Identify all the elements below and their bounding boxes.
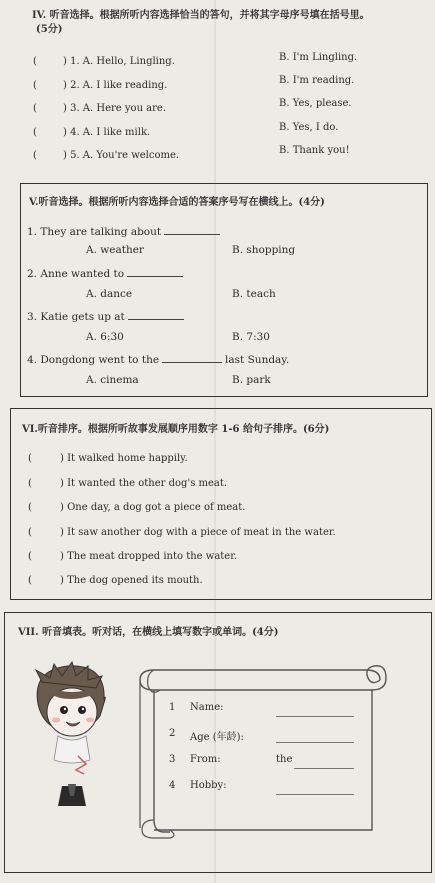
s5-q4-text: 4. Dongdong went to the bbox=[27, 354, 160, 366]
s6-item3-paren[interactable]: ( bbox=[28, 502, 32, 513]
s4-q4-option-b: B. Yes, I do. bbox=[279, 122, 339, 133]
s5-q3-option-a: A. 6:30 bbox=[86, 331, 124, 343]
s5-q4-tail: last Sunday. bbox=[225, 354, 290, 366]
s6-item3-text: ) One day, a dog got a piece of meat. bbox=[60, 502, 246, 513]
s7-field2-num: 2 bbox=[169, 728, 176, 739]
s5-q4 bbox=[27, 352, 289, 366]
s5-q2-text: 2. Anne wanted to bbox=[27, 268, 125, 280]
s7-field3-extra: the bbox=[276, 754, 293, 765]
s4-q2-option-b: B. I'm reading. bbox=[279, 75, 355, 86]
section-6-header: VI.听音排序。根据所听故事发展顺序用数字 1-6 给句子排序。(6分) bbox=[22, 424, 330, 435]
s6-item4-paren[interactable]: ( bbox=[28, 527, 32, 538]
s6-item6-text: ) The dog opened its mouth. bbox=[60, 575, 203, 586]
s7-field4-num: 4 bbox=[169, 780, 176, 791]
s5-q3-option-b: B. 7:30 bbox=[232, 331, 270, 343]
s4-q1-option-a: ) 1. A. Hello, Lingling. bbox=[63, 56, 175, 67]
s7-field3-num: 3 bbox=[169, 754, 176, 765]
s5-q4-blank[interactable] bbox=[162, 352, 222, 363]
s5-q3-blank[interactable] bbox=[128, 309, 184, 320]
cartoon-boy-illustration bbox=[28, 660, 114, 820]
s7-field1-label: Name: bbox=[190, 702, 224, 713]
s7-field1-num: 1 bbox=[169, 702, 176, 713]
s4-q2-paren[interactable]: ( bbox=[33, 80, 37, 91]
s4-q5-option-a: ) 5. A. You're welcome. bbox=[63, 150, 180, 161]
s5-q3-text: 3. Katie gets up at bbox=[27, 311, 125, 323]
s5-q4-option-b: B. park bbox=[232, 374, 271, 386]
s6-item5-paren[interactable]: ( bbox=[28, 551, 32, 562]
s5-q2-option-b: B. teach bbox=[232, 288, 276, 300]
s6-item1-paren[interactable]: ( bbox=[28, 453, 32, 464]
s4-q1-paren[interactable]: ( bbox=[33, 56, 37, 67]
s4-q4-option-a: ) 4. A. I like milk. bbox=[63, 127, 151, 138]
section-4-score: (5分) bbox=[36, 24, 63, 35]
s5-q1-option-a: A. weather bbox=[86, 244, 144, 256]
scroll-frame bbox=[134, 660, 392, 840]
s6-item2-text: ) It wanted the other dog's meat. bbox=[60, 478, 228, 489]
s4-q1-option-b: B. I'm Lingling. bbox=[279, 52, 358, 63]
s4-q5-paren[interactable]: ( bbox=[33, 150, 37, 161]
s5-q3 bbox=[27, 309, 187, 323]
s4-q3-option-a: ) 3. A. Here you are. bbox=[63, 103, 167, 114]
s4-q4-paren[interactable]: ( bbox=[33, 127, 37, 138]
s6-item1-text: ) It walked home happily. bbox=[60, 453, 188, 464]
s6-item4-text: ) It saw another dog with a piece of meat in the water. bbox=[60, 527, 336, 538]
s5-q1-option-b: B. shopping bbox=[232, 244, 296, 256]
s7-field3-label: From: bbox=[190, 754, 221, 765]
s4-q3-option-b: B. Yes, please. bbox=[279, 98, 352, 109]
s7-field2-blank[interactable] bbox=[276, 742, 354, 743]
s5-q2-option-a: A. dance bbox=[86, 288, 133, 300]
section-5-header: V.听音选择。根据所听内容选择合适的答案序号写在横线上。(4分) bbox=[29, 197, 325, 208]
s7-field2-label: Age (年龄): bbox=[190, 732, 244, 743]
section-7-header: VII. 听音填表。听对话，在横线上填写数字或单词。(4分) bbox=[18, 627, 279, 638]
s4-q5-option-b: B. Thank you! bbox=[279, 145, 350, 156]
s6-item6-paren[interactable]: ( bbox=[28, 575, 32, 586]
s6-item5-text: ) The meat dropped into the water. bbox=[60, 551, 238, 562]
s5-q4-option-a: A. cinema bbox=[86, 374, 139, 386]
s5-q1-blank[interactable] bbox=[164, 224, 220, 235]
s6-item2-paren[interactable]: ( bbox=[28, 478, 32, 489]
s7-field3-blank[interactable] bbox=[294, 768, 354, 769]
section-4-header: IV. 听音选择。根据所听内容选择恰当的答句，并将其字母序号填在括号里。 bbox=[32, 10, 370, 21]
s7-field1-blank[interactable] bbox=[276, 716, 354, 717]
s4-q2-option-a: ) 2. A. I like reading. bbox=[63, 80, 168, 91]
s7-field4-label: Hobby: bbox=[190, 780, 227, 791]
s7-field4-blank[interactable] bbox=[276, 794, 354, 795]
s5-q2 bbox=[27, 266, 186, 280]
s5-q1 bbox=[27, 224, 223, 238]
s4-q3-paren[interactable]: ( bbox=[33, 103, 37, 114]
s5-q1-text: 1. They are talking about bbox=[27, 226, 162, 238]
s5-q2-blank[interactable] bbox=[127, 266, 183, 277]
